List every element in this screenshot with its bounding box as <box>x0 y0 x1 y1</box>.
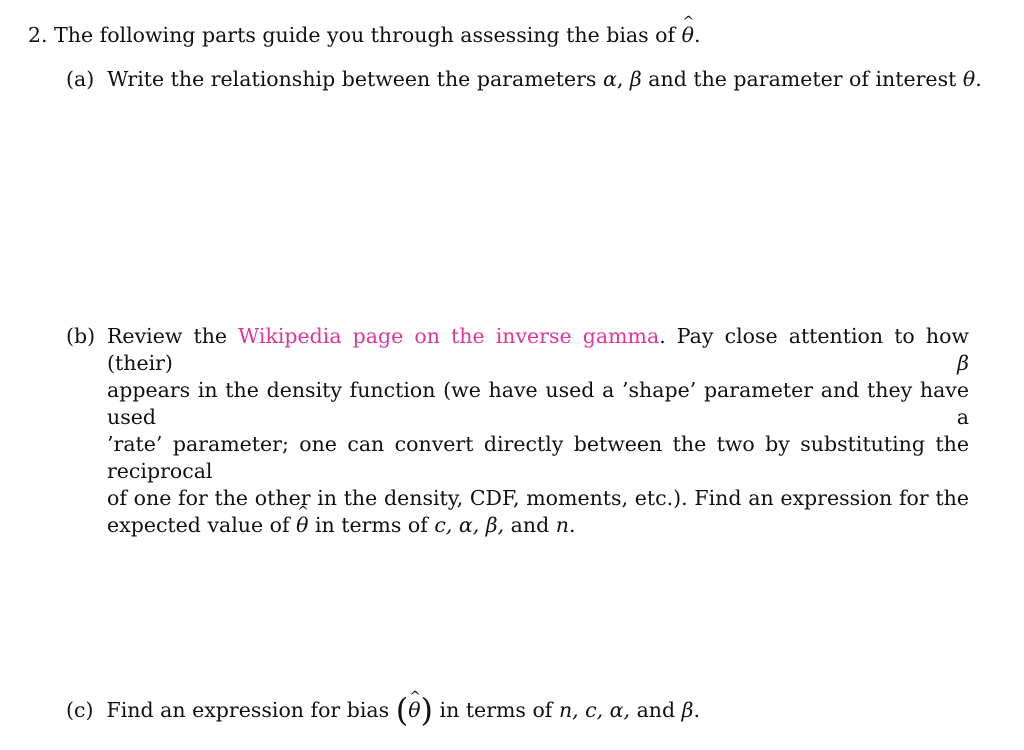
part-c <box>66 691 701 729</box>
theta-symbol: θ <box>962 67 976 91</box>
variables-list: n, c, α, <box>558 698 631 722</box>
part-b-line4: of one for the other in the density, CDF, moments, etc.). Find an expression for the <box>107 486 969 510</box>
part-c-text-before: Find an expression for bias <box>106 698 390 722</box>
beta-symbol: β <box>629 67 642 91</box>
part-b-line3: ’rate’ parameter; one can convert directly between the two by substituting the reciprocal <box>107 432 969 483</box>
part-b-line5-middle: in terms of <box>314 513 428 537</box>
alpha-symbol: α <box>602 67 617 91</box>
comma: , <box>616 67 624 91</box>
and-word: and <box>510 513 550 537</box>
theta-hat-symbol: ^ θ <box>682 22 694 49</box>
left-paren: ( <box>395 691 409 729</box>
question-intro-text: The following parts guide you through assessing the bias of <box>54 23 676 47</box>
part-a-text-middle: and the parameter of interest <box>648 67 957 91</box>
intro-end: . <box>693 23 701 47</box>
question-number: 2. <box>28 23 48 47</box>
part-a <box>66 66 982 93</box>
part-b-line5-before: expected value of <box>107 513 290 537</box>
part-b-line2: appears in the density function (we have used a ’shape’ parameter and they have used a <box>107 378 969 429</box>
part-a-text-before: Write the relationship between the parameters <box>107 67 597 91</box>
part-c-label: (c) <box>66 698 94 722</box>
part-b-line5 <box>107 512 969 539</box>
part-b-line1 <box>107 323 969 377</box>
period: . <box>975 67 982 91</box>
n-symbol: n <box>555 513 569 537</box>
right-paren: ) <box>420 691 434 729</box>
part-b-body <box>107 323 969 539</box>
part-c-text-middle: in terms of <box>439 698 553 722</box>
period: . <box>568 513 576 537</box>
theta-hat-symbol: ^ θ <box>408 697 420 724</box>
question-header <box>28 22 701 49</box>
part-b-text-after-link: . Pay close attention to how (their) <box>107 324 969 375</box>
part-b-text-before: Review the <box>107 324 228 348</box>
period: . <box>693 698 701 722</box>
beta-symbol: β <box>957 351 969 375</box>
and-word: and <box>636 698 676 722</box>
variables-list: c, α, β, <box>434 513 505 537</box>
beta-symbol: β <box>681 698 694 722</box>
wikipedia-inverse-gamma-link[interactable]: Wikipedia page on the inverse gamma <box>238 324 660 348</box>
part-a-label: (a) <box>66 67 95 91</box>
part-b-label: (b) <box>66 324 96 348</box>
theta-hat-symbol: ^ θ <box>296 512 308 539</box>
